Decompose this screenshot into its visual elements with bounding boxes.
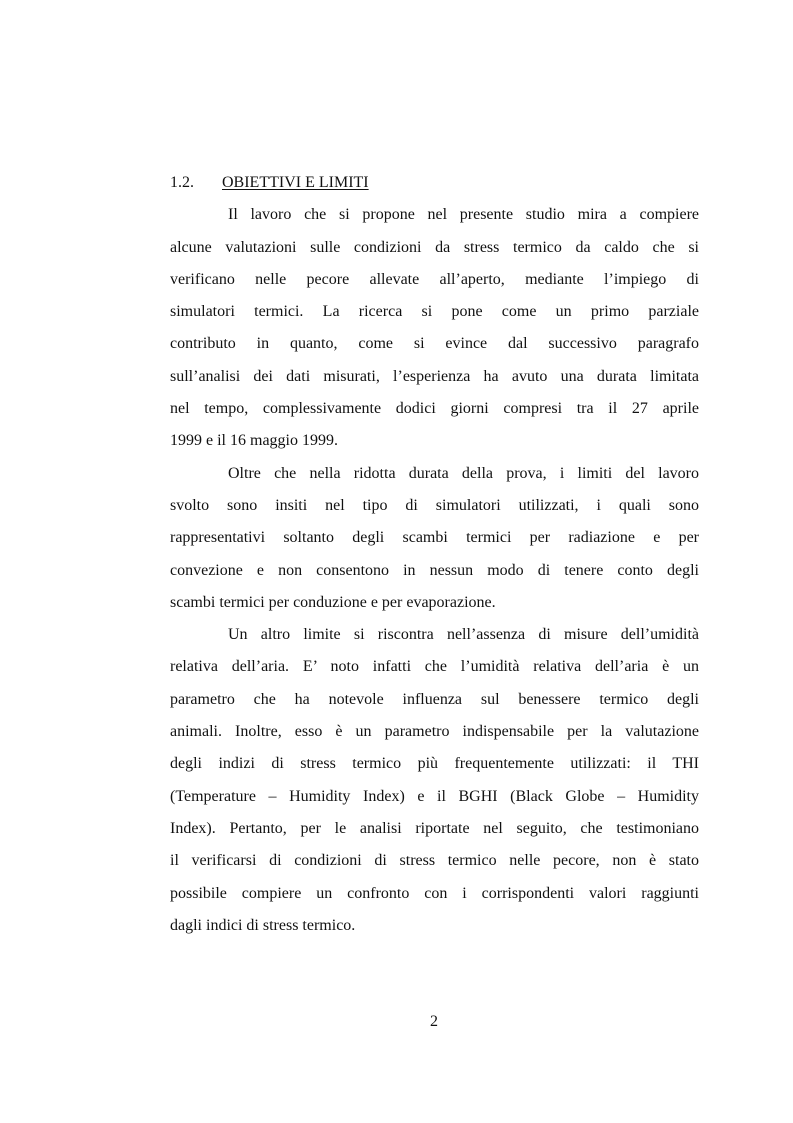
text-line: Index). Pertanto, per le analisi riportate nel seguito, che testimoniano	[170, 819, 699, 837]
text-line: animali. Inoltre, esso è un parametro indispensabile per la valutazione	[170, 723, 699, 741]
paragraph-3	[170, 619, 699, 942]
text-line: svolto sono insiti nel tipo di simulatori utilizzati, i quali sono	[170, 496, 699, 514]
text-line: il verificarsi di condizioni di stress termico nelle pecore, non è stato	[170, 852, 699, 870]
text-line: 1999 e il 16 maggio 1999.	[170, 432, 338, 450]
paragraph-2	[170, 458, 699, 619]
page-number: 2	[430, 1013, 438, 1030]
section-title: OBIETTIVI E LIMITI	[222, 174, 369, 191]
text-line: degli indizi di stress termico più frequentemente utilizzati: il THI	[170, 755, 699, 773]
paragraph-1	[170, 199, 699, 457]
text-line: (Temperature – Humidity Index) e il BGHI (Black Globe – Humidity	[170, 787, 699, 805]
text-line: verificano nelle pecore allevate all’aperto, mediante l’impiego di	[170, 270, 699, 288]
text-line: simulatori termici. La ricerca si pone come un primo parziale	[170, 303, 699, 321]
text-line: scambi termici per conduzione e per evaporazione.	[170, 593, 496, 611]
text-line: convezione e non consentono in nessun modo di tenere conto degli	[170, 561, 699, 579]
section-heading	[170, 167, 699, 199]
text-line: parametro che ha notevole influenza sul benessere termico degli	[170, 690, 699, 708]
page-body	[170, 167, 699, 942]
text-line: Il lavoro che si propone nel presente studio mira a compiere	[228, 206, 699, 224]
text-line: relativa dell’aria. E’ noto infatti che l’umidità relativa dell’aria è un	[170, 658, 699, 676]
text-line: alcune valutazioni sulle condizioni da stress termico da caldo che si	[170, 238, 699, 256]
text-line: Un altro limite si riscontra nell’assenza di misure dell’umidità	[228, 626, 699, 644]
text-line: nel tempo, complessivamente dodici giorni compresi tra il 27 aprile	[170, 400, 699, 418]
text-line: Oltre che nella ridotta durata della prova, i limiti del lavoro	[228, 464, 699, 482]
text-line: contributo in quanto, come si evince dal successivo paragrafo	[170, 335, 699, 353]
section-number: 1.2.	[170, 174, 194, 191]
text-line: dagli indici di stress termico.	[170, 916, 356, 934]
text-line: rappresentativi soltanto degli scambi termici per radiazione e per	[170, 529, 699, 547]
text-line: sull’analisi dei dati misurati, l’esperienza ha avuto una durata limitata	[170, 367, 699, 385]
text-line: possibile compiere un confronto con i corrispondenti valori raggiunti	[170, 884, 699, 902]
